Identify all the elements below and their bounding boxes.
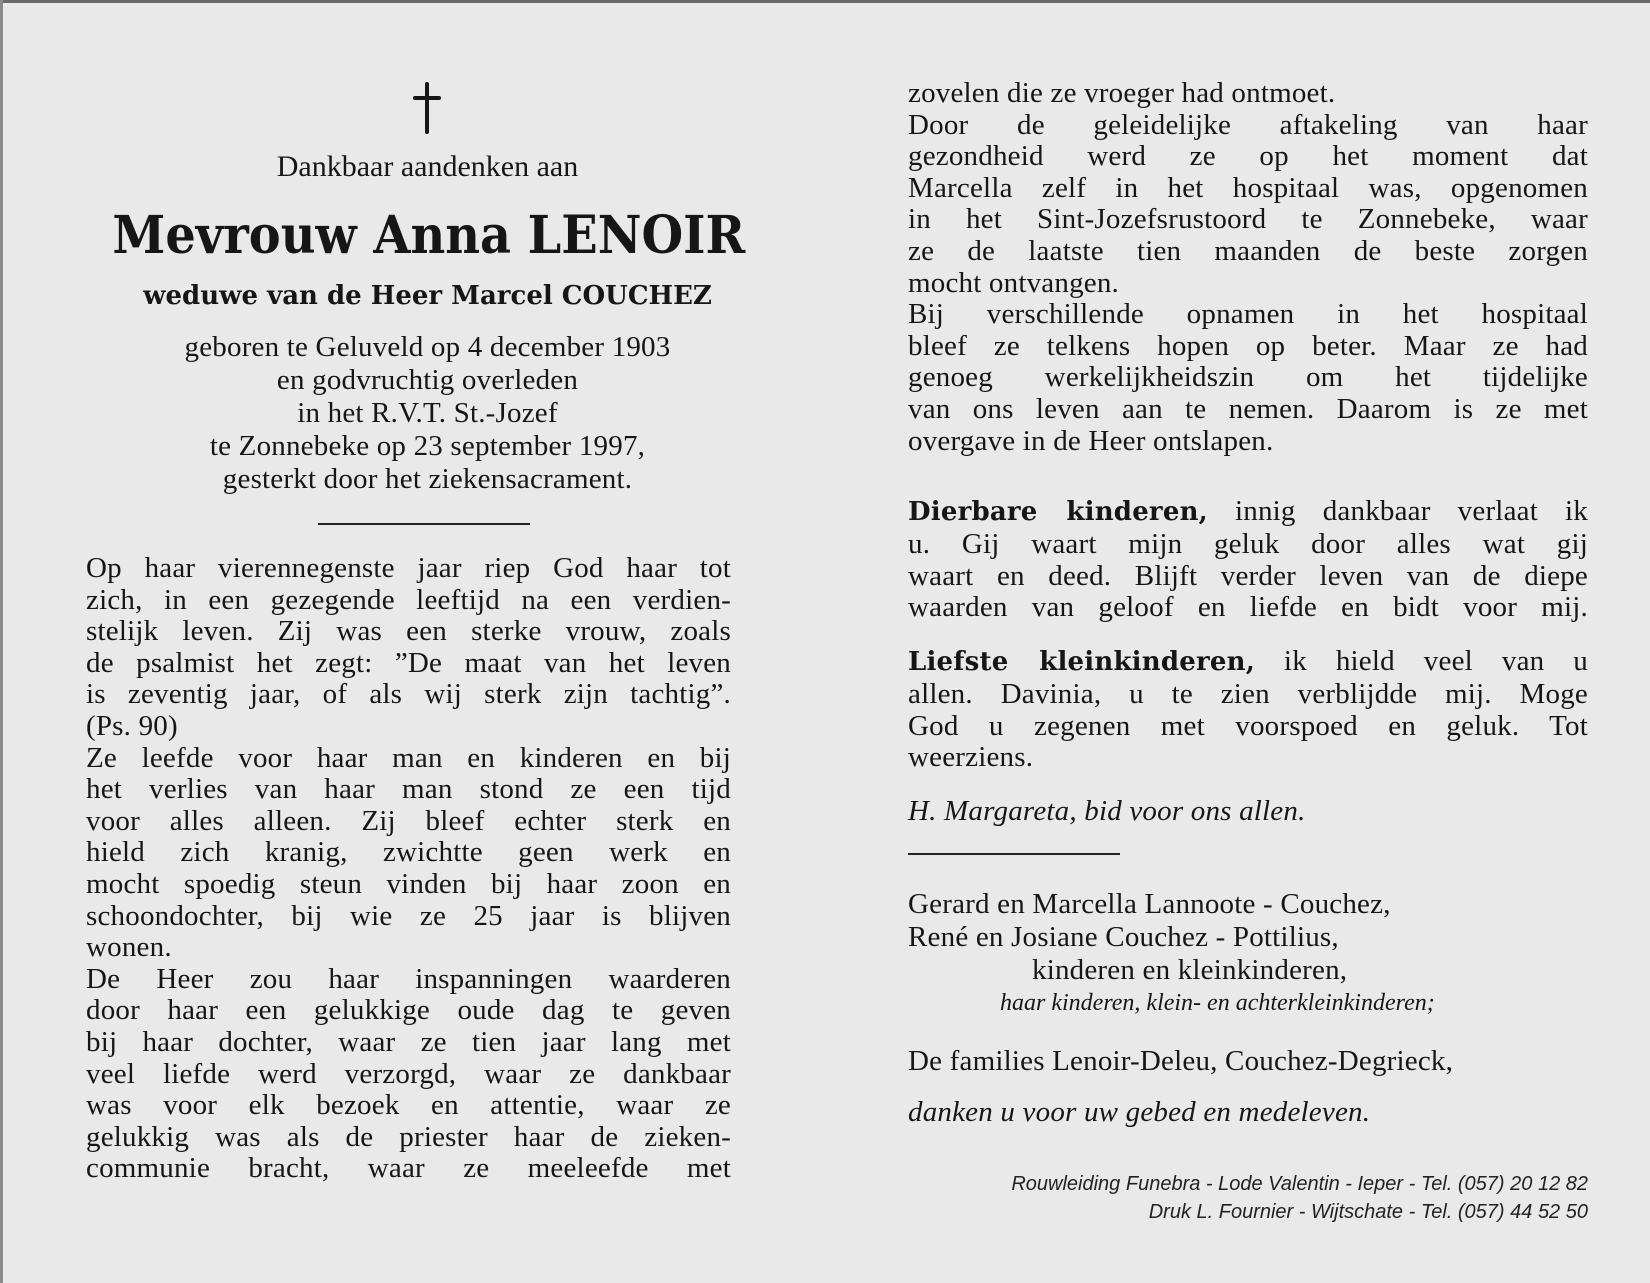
text-line: waart en deed. Blijft verder leven van de diepe	[908, 559, 1588, 592]
text-line: communie bracht, waar ze meeleefde met	[86, 1152, 731, 1185]
text-line: bij haar dochter, waar ze tien jaar lang met	[86, 1026, 731, 1058]
family-line: René en Josiane Couchez - Pottilius,	[908, 921, 1339, 953]
text-line: De Heer zou haar inspanningen waarderen	[86, 962, 731, 995]
text-line: het verlies van haar man stond ze een tijd	[86, 773, 731, 806]
grandchildren-message-first-line	[908, 645, 1588, 678]
thanks-line: danken u voor uw gebed en medeleven.	[908, 1096, 1371, 1128]
text-line: u. Gij waart mijn geluk door alles wat gij	[908, 528, 1588, 560]
text-line: Bij verschillende opnamen in het hospitaal	[908, 298, 1588, 331]
credit-line: Druk L. Fournier - Wijtschate - Tel. (057) 44 52 50	[1148, 1201, 1588, 1223]
text-line: gelukkig was als de priester haar de zieken-	[86, 1120, 731, 1153]
family-italic-line: haar kinderen, klein- en achterkleinkinderen;	[1000, 990, 1435, 1016]
divider	[318, 523, 530, 525]
text-line: was voor elk bezoek en attentie, waar ze	[86, 1089, 731, 1122]
widow-of: weduwe van de Heer Marcel COUCHEZ	[143, 281, 712, 311]
text-line: Marcella zelf in het hospitaal was, opgenomen	[908, 171, 1588, 204]
text-line: genoeg werkelijkheidszin om het tijdelijke	[908, 361, 1588, 394]
detail-line: geboren te Geluveld op 4 december 1903	[184, 331, 671, 363]
family-line: kinderen en kleinkinderen,	[1032, 954, 1348, 986]
deceased-name: Mevrouw Anna LENOIR	[112, 205, 746, 266]
text-line: de psalmist het zegt: ”De maat van het leven	[86, 646, 731, 679]
text-line: gezondheid werd ze op het moment dat	[908, 140, 1588, 173]
text-line: weerziens.	[908, 741, 1034, 774]
text-line: stelijk leven. Zij was een sterke vrouw, zoals	[86, 615, 731, 648]
text-line: zich, in een gezegende leeftijd na een verdien-	[86, 583, 731, 616]
text-line: Ze leefde voor haar man en kinderen en bij	[86, 741, 731, 774]
prayer: H. Margareta, bid voor ons allen.	[908, 795, 1306, 827]
children-message-lead: Dierbare kinderen,	[908, 497, 1208, 527]
text-line: van ons leven aan te nemen. Daarom is ze met	[908, 393, 1588, 425]
text-line: hield zich kranig, zwichtte geen werk en	[86, 836, 731, 869]
text-line: door haar een gelukkige oude dag te geven	[86, 994, 731, 1027]
text-line: waarden van geloof en liefde en bidt voor mij.	[908, 591, 1588, 624]
text-line: is zeventig jaar, of als wij sterk zijn tachtig”.	[86, 678, 731, 711]
text-line: God u zegenen met voorspoed en geluk. Tot	[908, 709, 1588, 742]
detail-line: gesterkt door het ziekensacrament.	[222, 463, 633, 495]
card-top-edge	[0, 0, 1650, 3]
detail-line: in het R.V.T. St.-Jozef	[297, 397, 558, 429]
text-line: overgave in de Heer ontslapen.	[908, 424, 1274, 457]
text-line: veel liefde werd verzorgd, waar ze dankbaar	[86, 1057, 731, 1090]
text-line: wonen.	[86, 931, 172, 964]
text-line: schoondochter, bij wie ze 25 jaar is blijven	[86, 899, 731, 932]
text-line: ze de laatste tien maanden de beste zorgen	[908, 235, 1588, 267]
text-line: in het Sint-Jozefsrustoord te Zonnebeke, waar	[908, 203, 1588, 236]
children-message-first-line	[908, 495, 1588, 528]
intro-text: Dankbaar aandenken aan	[276, 150, 579, 183]
text-line: mocht spoedig steun vinden bij haar zoon en	[86, 868, 731, 900]
grandchildren-message-lead: Liefste kleinkinderen,	[908, 647, 1255, 677]
detail-line: en godvruchtig overleden	[276, 364, 579, 396]
text-line: Door de geleidelijke aftakeling van haar	[908, 108, 1588, 141]
text-line: bleef ze telkens hopen op beter. Maar ze had	[908, 329, 1588, 362]
detail-line: te Zonnebeke op 23 september 1997,	[209, 430, 646, 462]
text-line: voor alles alleen. Zij bleef echter sterk en	[86, 804, 731, 837]
text-line: Op haar vierennegenste jaar riep God haar tot	[86, 552, 731, 584]
children-message-first-rest: innig dankbaar verlaat ik	[1207, 495, 1589, 527]
credit-line: Rouwleiding Funebra - Lode Valentin - Ieper - Tel. (057) 20 12 82	[1011, 1173, 1588, 1195]
family-line: Gerard en Marcella Lannoote - Couchez,	[908, 888, 1391, 920]
card-left-edge	[0, 0, 3, 1283]
text-line: zovelen die ze vroeger had ontmoet.	[908, 77, 1336, 109]
text-line: mocht ontvangen.	[908, 266, 1119, 299]
families-line: De families Lenoir-Deleu, Couchez-Degrieck,	[908, 1045, 1454, 1077]
grandchildren-message-first-rest: ik hield veel van u	[1254, 645, 1588, 677]
divider	[908, 853, 1120, 855]
text-line: allen. Davinia, u te zien verblijdde mij. Moge	[908, 678, 1588, 710]
text-line: (Ps. 90)	[86, 710, 178, 742]
